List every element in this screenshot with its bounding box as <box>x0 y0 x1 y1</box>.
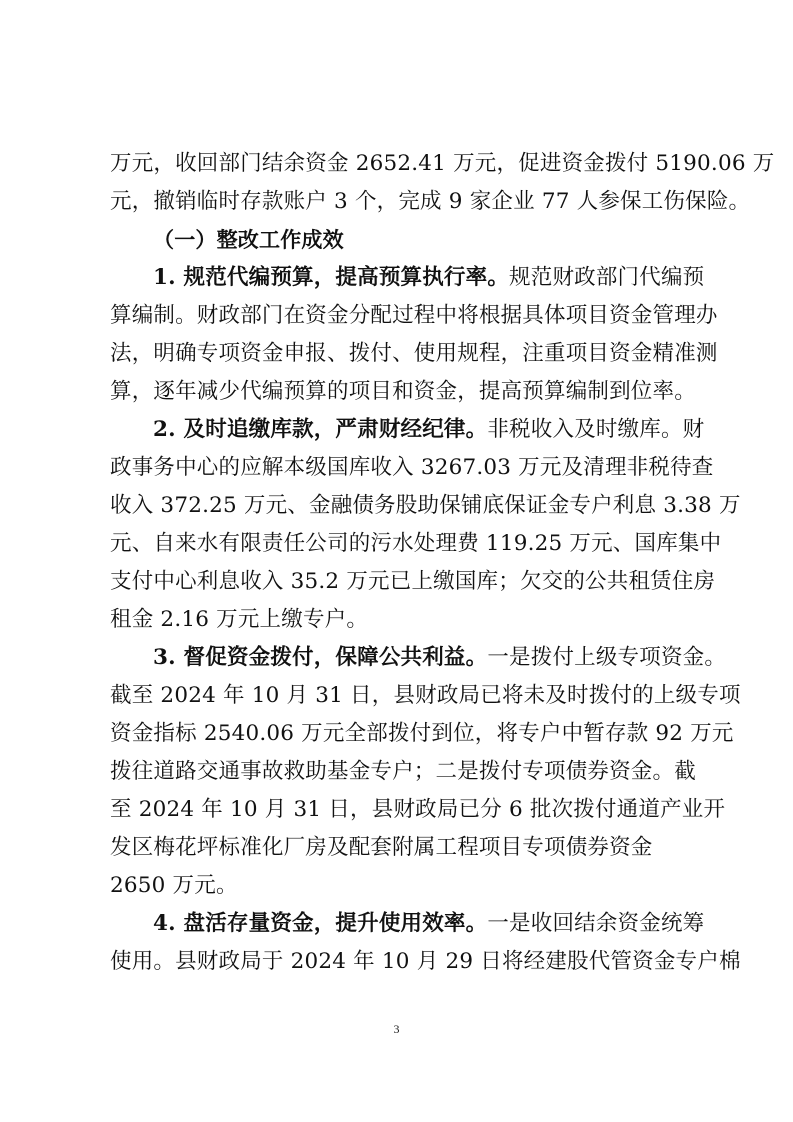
text-line <box>110 335 718 373</box>
text-line <box>110 145 775 183</box>
page-number: 3 <box>393 1022 400 1036</box>
line-text: 元、自来水有限责任公司的污水处理费 119.25 万元、国库集中 <box>110 531 722 556</box>
line-text: 租金 2.16 万元上缴专户。 <box>110 607 369 632</box>
line-text: 算，逐年减少代编预算的项目和资金，提高预算编制到位率。 <box>110 379 696 404</box>
line-text: 使用。县财政局于 2024 年 10 月 29 日将经建股代管资金专户棉 <box>110 949 741 974</box>
line-text: 法，明确专项资金申报、拨付、使用规程，注重项目资金精准测 <box>110 341 718 366</box>
text-line <box>110 297 718 335</box>
paragraph-lead: 4. 盘活存量资金，提升使用效率。 <box>153 911 488 936</box>
text-line <box>110 943 741 981</box>
text-line <box>110 753 696 791</box>
line-text: 支付中心利息收入 35.2 万元已上缴国库；欠交的公共租赁住房 <box>110 569 716 594</box>
line-text: 资金指标 2540.06 万元全部拨付到位，将专户中暂存款 92 万元 <box>110 721 734 746</box>
paragraph-start <box>110 639 727 677</box>
text-line <box>110 449 714 487</box>
paragraph-start <box>110 259 705 297</box>
text-line <box>110 791 726 829</box>
text-line <box>110 525 722 563</box>
text-line <box>110 373 696 411</box>
line-text: 拨往道路交通事故救助基金专户；二是拨付专项债券资金。截 <box>110 759 696 784</box>
line-text: 收入 372.25 万元、金融债务股助保铺底保证金专户利息 3.38 万 <box>110 493 741 518</box>
text-line <box>110 487 741 525</box>
line-text: 政事务中心的应解本级国库收入 3267.03 万元及清理非税待查 <box>110 455 714 480</box>
text-line <box>110 867 685 905</box>
line-text: 算编制。财政部门在资金分配过程中将根据具体项目资金管理办 <box>110 303 718 328</box>
text-line <box>110 563 716 601</box>
section-heading <box>110 221 685 259</box>
paragraph-start <box>110 905 705 943</box>
line-text: 至 2024 年 10 月 31 日，县财政局已分 6 批次拨付通道产业开 <box>110 797 726 822</box>
text-line <box>110 829 685 867</box>
line-text: 一是收回结余资金统筹 <box>487 911 705 936</box>
text-line <box>110 183 751 221</box>
line-text: 截至 2024 年 10 月 31 日，县财政局已将未及时拨付的上级专项 <box>110 683 741 708</box>
line-text: 元，撤销临时存款账户 3 个，完成 9 家企业 77 人参保工伤保险。 <box>110 189 751 214</box>
text-line <box>110 715 734 753</box>
paragraph-start <box>110 411 705 449</box>
section-heading-text: （一）整改工作成效 <box>153 227 344 252</box>
line-text: 规范财政部门代编预 <box>509 265 705 290</box>
paragraph-lead: 2. 及时追缴库款，严肃财经纪律。 <box>153 417 488 442</box>
line-text: 发区梅花坪标准化厂房及配套附属工程项目专项债券资金 <box>110 835 653 860</box>
text-line <box>110 677 741 715</box>
body-text <box>110 145 775 981</box>
line-text: 一是拨付上级专项资金。 <box>487 645 727 670</box>
text-line <box>110 601 685 639</box>
line-text: 非税收入及时缴库。财 <box>487 417 705 442</box>
line-text: 2650 万元。 <box>110 873 238 898</box>
paragraph-lead: 3. 督促资金拨付，保障公共利益。 <box>153 645 488 670</box>
paragraph-lead: 1. 规范代编预算，提高预算执行率。 <box>153 265 510 290</box>
line-text: 万元，收回部门结余资金 2652.41 万元，促进资金拨付 5190.06 万 <box>110 151 775 176</box>
